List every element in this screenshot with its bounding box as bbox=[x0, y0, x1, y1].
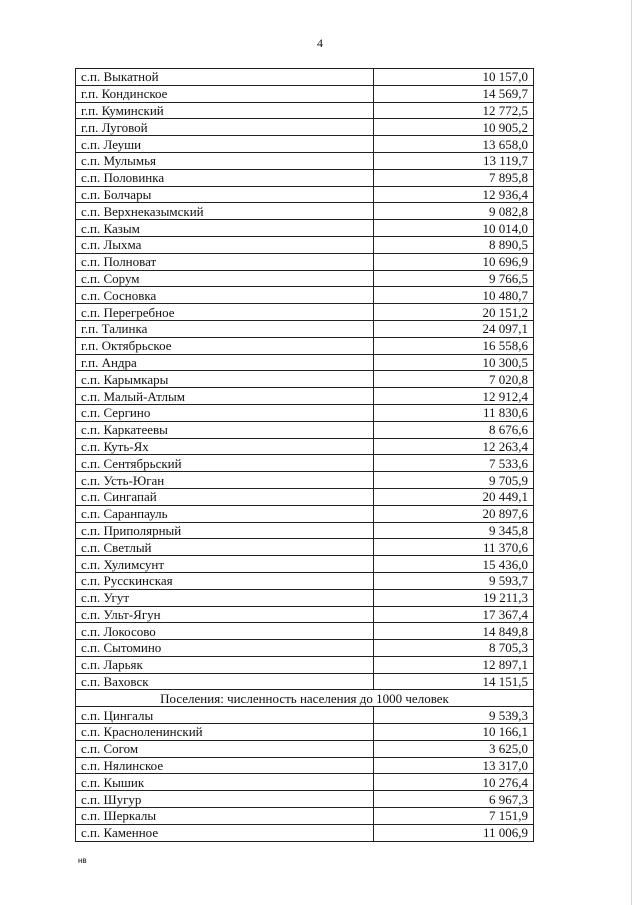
settlement-value: 12 912,4 bbox=[374, 388, 534, 405]
table-row bbox=[76, 539, 534, 556]
settlement-value: 9 705,9 bbox=[374, 472, 534, 489]
table-row bbox=[76, 623, 534, 640]
settlement-name: с.п. Нялинское bbox=[76, 757, 374, 774]
scan-edge-line bbox=[631, 0, 632, 905]
settlement-value: 10 276,4 bbox=[374, 774, 534, 791]
settlement-value: 10 480,7 bbox=[374, 287, 534, 304]
settlement-name: с.п. Цингалы bbox=[76, 707, 374, 724]
settlement-value: 10 157,0 bbox=[374, 69, 534, 86]
settlement-value: 9 593,7 bbox=[374, 572, 534, 589]
table-row bbox=[76, 656, 534, 673]
table-row bbox=[76, 572, 534, 589]
settlement-value: 9 766,5 bbox=[374, 270, 534, 287]
page-number: 4 bbox=[317, 36, 323, 50]
table-row bbox=[76, 774, 534, 791]
settlement-value: 7 895,8 bbox=[374, 169, 534, 186]
settlement-value: 8 890,5 bbox=[374, 236, 534, 253]
settlement-name: с.п. Болчары bbox=[76, 186, 374, 203]
settlement-name: с.п. Перегребное bbox=[76, 304, 374, 321]
settlement-value: 9 082,8 bbox=[374, 203, 534, 220]
table-row bbox=[76, 371, 534, 388]
settlement-name: с.п. Казым bbox=[76, 220, 374, 237]
settlement-name: с.п. Приполярный bbox=[76, 522, 374, 539]
settlement-name: с.п. Сергино bbox=[76, 404, 374, 421]
footer-mark: нв bbox=[78, 856, 87, 865]
settlement-value: 9 345,8 bbox=[374, 522, 534, 539]
settlement-name: с.п. Леуши bbox=[76, 136, 374, 153]
settlement-value: 20 151,2 bbox=[374, 304, 534, 321]
settlement-value: 8 705,3 bbox=[374, 640, 534, 657]
settlement-name: с.п. Шеркалы bbox=[76, 808, 374, 825]
settlement-name: с.п. Половинка bbox=[76, 169, 374, 186]
settlement-name: с.п. Сентябрьский bbox=[76, 455, 374, 472]
table-row bbox=[76, 236, 534, 253]
table-row bbox=[76, 304, 534, 321]
settlement-value: 10 166,1 bbox=[374, 724, 534, 741]
table-row bbox=[76, 169, 534, 186]
settlement-name: с.п. Усть-Юган bbox=[76, 472, 374, 489]
settlement-name: с.п. Русскинская bbox=[76, 572, 374, 589]
settlement-name: с.п. Полноват bbox=[76, 253, 374, 270]
settlement-value: 13 658,0 bbox=[374, 136, 534, 153]
settlement-name: с.п. Светлый bbox=[76, 539, 374, 556]
settlement-name: с.п. Лыхма bbox=[76, 236, 374, 253]
settlement-name: с.п. Локосово bbox=[76, 623, 374, 640]
settlement-name: с.п. Красноленинский bbox=[76, 724, 374, 741]
settlement-value: 12 897,1 bbox=[374, 656, 534, 673]
settlement-name: с.п. Мулымья bbox=[76, 152, 374, 169]
table-body bbox=[76, 69, 534, 842]
settlement-name: с.п. Хулимсунт bbox=[76, 556, 374, 573]
table-row bbox=[76, 488, 534, 505]
settlement-name: с.п. Согом bbox=[76, 740, 374, 757]
settlement-value: 7 151,9 bbox=[374, 808, 534, 825]
settlement-value: 10 696,9 bbox=[374, 253, 534, 270]
settlement-value: 15 436,0 bbox=[374, 556, 534, 573]
table-row bbox=[76, 522, 534, 539]
settlement-value: 11 006,9 bbox=[374, 824, 534, 841]
table-row bbox=[76, 270, 534, 287]
settlement-name: с.п. Кышик bbox=[76, 774, 374, 791]
settlement-name: г.п. Кондинское bbox=[76, 85, 374, 102]
table-row bbox=[76, 421, 534, 438]
table-row bbox=[76, 589, 534, 606]
table-row bbox=[76, 337, 534, 354]
settlement-name: с.п. Сытомино bbox=[76, 640, 374, 657]
section-row bbox=[76, 690, 534, 707]
table-row bbox=[76, 102, 534, 119]
settlement-name: с.п. Шугур bbox=[76, 791, 374, 808]
table-row bbox=[76, 85, 534, 102]
settlement-value: 24 097,1 bbox=[374, 320, 534, 337]
table-row bbox=[76, 472, 534, 489]
settlement-value: 10 014,0 bbox=[374, 220, 534, 237]
table-row bbox=[76, 740, 534, 757]
table-row bbox=[76, 673, 534, 690]
table-row bbox=[76, 203, 534, 220]
settlement-name: г.п. Луговой bbox=[76, 119, 374, 136]
table-row bbox=[76, 69, 534, 86]
table-row bbox=[76, 640, 534, 657]
settlement-name: с.п. Ваховск bbox=[76, 673, 374, 690]
table-row bbox=[76, 808, 534, 825]
table-row bbox=[76, 724, 534, 741]
table-row bbox=[76, 791, 534, 808]
table-row bbox=[76, 119, 534, 136]
settlement-value: 16 558,6 bbox=[374, 337, 534, 354]
table-row bbox=[76, 438, 534, 455]
settlement-value: 19 211,3 bbox=[374, 589, 534, 606]
settlement-name: г.п. Октябрьское bbox=[76, 337, 374, 354]
settlement-value: 9 539,3 bbox=[374, 707, 534, 724]
table-row bbox=[76, 757, 534, 774]
settlement-value: 10 300,5 bbox=[374, 354, 534, 371]
table-row bbox=[76, 220, 534, 237]
table-row bbox=[76, 354, 534, 371]
settlement-name: с.п. Куть-Ях bbox=[76, 438, 374, 455]
settlement-name: с.п. Карымкары bbox=[76, 371, 374, 388]
settlements-table bbox=[75, 68, 534, 842]
settlement-value: 14 569,7 bbox=[374, 85, 534, 102]
settlement-value: 14 151,5 bbox=[374, 673, 534, 690]
settlement-name: с.п. Сингапай bbox=[76, 488, 374, 505]
settlement-name: г.п. Куминский bbox=[76, 102, 374, 119]
settlement-value: 7 533,6 bbox=[374, 455, 534, 472]
settlement-value: 12 263,4 bbox=[374, 438, 534, 455]
section-heading: Поселения: численность населения до 1000 человек bbox=[76, 690, 534, 707]
table-row bbox=[76, 606, 534, 623]
settlement-name: с.п. Малый-Атлым bbox=[76, 388, 374, 405]
settlement-name: с.п. Ларьяк bbox=[76, 656, 374, 673]
settlement-value: 10 905,2 bbox=[374, 119, 534, 136]
table-row bbox=[76, 320, 534, 337]
settlement-value: 12 936,4 bbox=[374, 186, 534, 203]
settlement-value: 11 830,6 bbox=[374, 404, 534, 421]
settlement-name: г.п. Талинка bbox=[76, 320, 374, 337]
table-row bbox=[76, 824, 534, 841]
table-row bbox=[76, 388, 534, 405]
settlement-name: с.п. Угут bbox=[76, 589, 374, 606]
table-row bbox=[76, 556, 534, 573]
settlement-value: 20 897,6 bbox=[374, 505, 534, 522]
settlement-value: 13 119,7 bbox=[374, 152, 534, 169]
settlement-name: г.п. Андра bbox=[76, 354, 374, 371]
settlement-name: с.п. Верхнеказымский bbox=[76, 203, 374, 220]
settlement-value: 12 772,5 bbox=[374, 102, 534, 119]
settlement-name: с.п. Ульт-Ягун bbox=[76, 606, 374, 623]
settlement-name: с.п. Сорум bbox=[76, 270, 374, 287]
settlement-name: с.п. Выкатной bbox=[76, 69, 374, 86]
table-row bbox=[76, 136, 534, 153]
settlement-name: с.п. Саранпауль bbox=[76, 505, 374, 522]
settlement-value: 14 849,8 bbox=[374, 623, 534, 640]
settlement-value: 13 317,0 bbox=[374, 757, 534, 774]
table-row bbox=[76, 152, 534, 169]
table-row bbox=[76, 253, 534, 270]
table-row bbox=[76, 505, 534, 522]
settlement-value: 11 370,6 bbox=[374, 539, 534, 556]
settlement-value: 17 367,4 bbox=[374, 606, 534, 623]
settlement-value: 7 020,8 bbox=[374, 371, 534, 388]
table-row bbox=[76, 455, 534, 472]
settlement-name: с.п. Каркатеевы bbox=[76, 421, 374, 438]
settlement-value: 20 449,1 bbox=[374, 488, 534, 505]
settlement-value: 3 625,0 bbox=[374, 740, 534, 757]
table-row bbox=[76, 707, 534, 724]
table-row bbox=[76, 287, 534, 304]
settlement-value: 6 967,3 bbox=[374, 791, 534, 808]
table-row bbox=[76, 404, 534, 421]
settlement-name: с.п. Сосновка bbox=[76, 287, 374, 304]
settlement-name: с.п. Каменное bbox=[76, 824, 374, 841]
settlement-value: 8 676,6 bbox=[374, 421, 534, 438]
table-row bbox=[76, 186, 534, 203]
